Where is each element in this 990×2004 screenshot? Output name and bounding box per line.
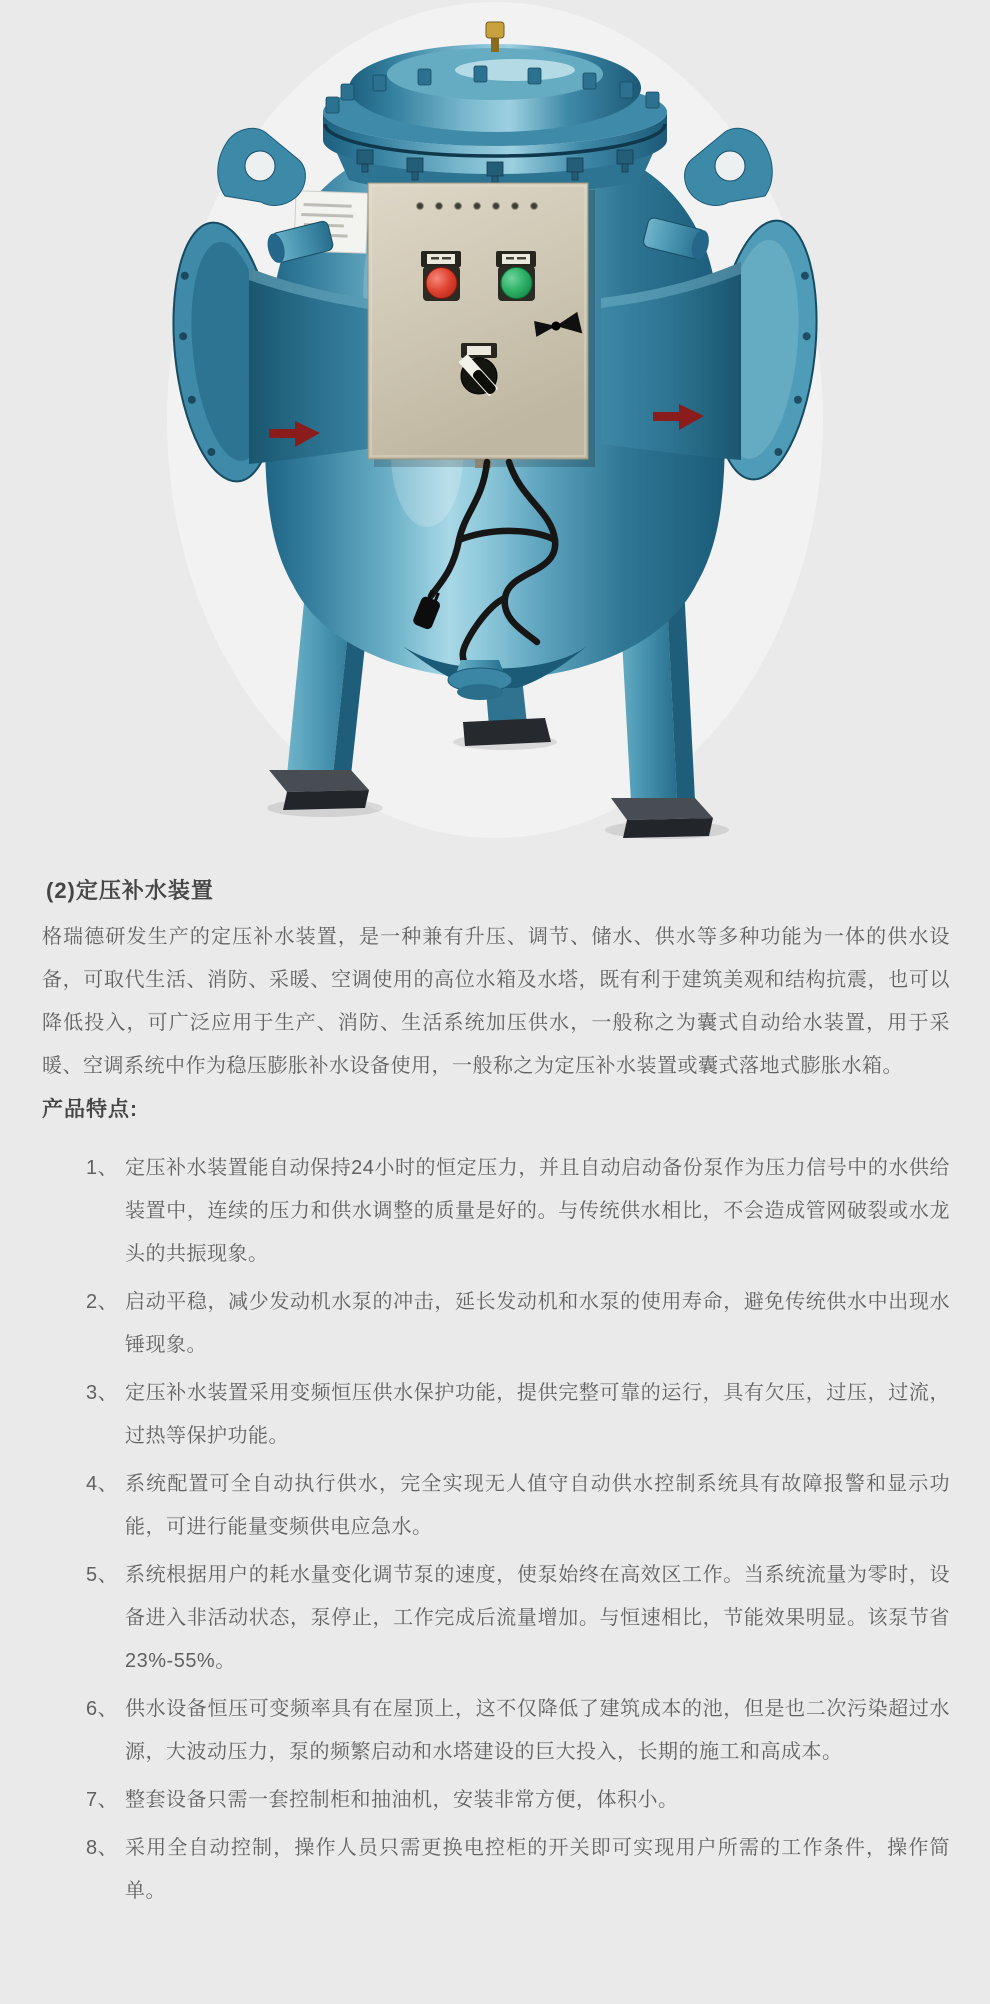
feature-text: 启动平稳，减少发动机水泵的冲击，延长发动机和水泵的使用寿命，避免传统供水中出现水锤现象。 <box>125 1291 950 1356</box>
feature-number: 1、 <box>86 1157 119 1179</box>
feature-item <box>42 1688 950 1774</box>
feature-item <box>42 1463 950 1549</box>
section-heading: (2)定压补水装置 <box>46 878 214 903</box>
feature-number: 2、 <box>86 1291 119 1313</box>
feature-text: 供水设备恒压可变频率具有在屋顶上，这不仅降低了建筑成本的池，但是也二次污染超过水源，大波动压力，泵的频繁启动和水塔建设的巨大投入，长期的施工和高成本。 <box>125 1698 950 1763</box>
feature-text: 采用全自动控制，操作人员只需更换电控柜的开关即可实现用户所需的工作条件，操作简单。 <box>125 1837 950 1902</box>
section-description: 格瑞德研发生产的定压补水装置，是一种兼有升压、调节、储水、供水等多种功能为一体的供水设备，可取代生活、消防、采暖、空调使用的高位水箱及水塔，既有利于建筑美观和结构抗震，也可以降低投入，可广泛应用于生产、消防、生活系统加压供水，一般称之为囊式自动给水装置，用于采暖、空调系统中作为稳压膨胀补水设备使用，一般称之为定压补水装置或囊式落地式膨胀水箱。 <box>42 926 950 1077</box>
feature-number: 7、 <box>86 1789 119 1811</box>
features-heading: 产品特点: <box>42 1098 138 1121</box>
green-pushbutton <box>496 251 536 301</box>
feature-item <box>42 1281 950 1367</box>
feature-item <box>42 1372 950 1458</box>
feature-text: 定压补水装置能自动保持24小时的恒定压力，并且自动启动备份泵作为压力信号中的水供给装置中，连续的压力和供水调整的质量是好的。与传统供水相比，不会造成管网破裂或水龙头的共振现象。 <box>125 1157 950 1265</box>
feature-number: 3、 <box>86 1382 119 1404</box>
feature-number: 5、 <box>86 1564 119 1586</box>
features-list <box>42 1147 950 1913</box>
feature-item <box>42 1827 950 1913</box>
feature-number: 8、 <box>86 1837 119 1859</box>
control-panel <box>368 183 595 468</box>
feature-text: 系统配置可全自动执行供水，完全实现无人值守自动供水控制系统具有故障报警和显示功能，可进行能量变频供电应急水。 <box>125 1473 950 1538</box>
product-section <box>0 876 990 1913</box>
product-photo <box>165 0 825 852</box>
feature-text: 定压补水装置采用变频恒压供水保护功能，提供完整可靠的运行，具有欠压，过压，过流，过热等保护功能。 <box>125 1382 950 1447</box>
feature-number: 6、 <box>86 1698 119 1720</box>
feature-item <box>42 1147 950 1276</box>
feature-item <box>42 1554 950 1683</box>
feature-item <box>42 1779 950 1822</box>
feature-number: 4、 <box>86 1473 119 1495</box>
feature-text: 系统根据用户的耗水量变化调节泵的速度，使泵始终在高效区工作。当系统流量为零时，设备进入非活动状态，泵停止，工作完成后流量增加。与恒速相比，节能效果明显。该泵节省23%-55%。 <box>125 1564 950 1672</box>
red-pushbutton <box>421 251 461 301</box>
water-supply-device-illustration <box>165 0 825 852</box>
feature-text: 整套设备只需一套控制柜和抽油机，安装非常方便，体积小。 <box>125 1789 679 1811</box>
